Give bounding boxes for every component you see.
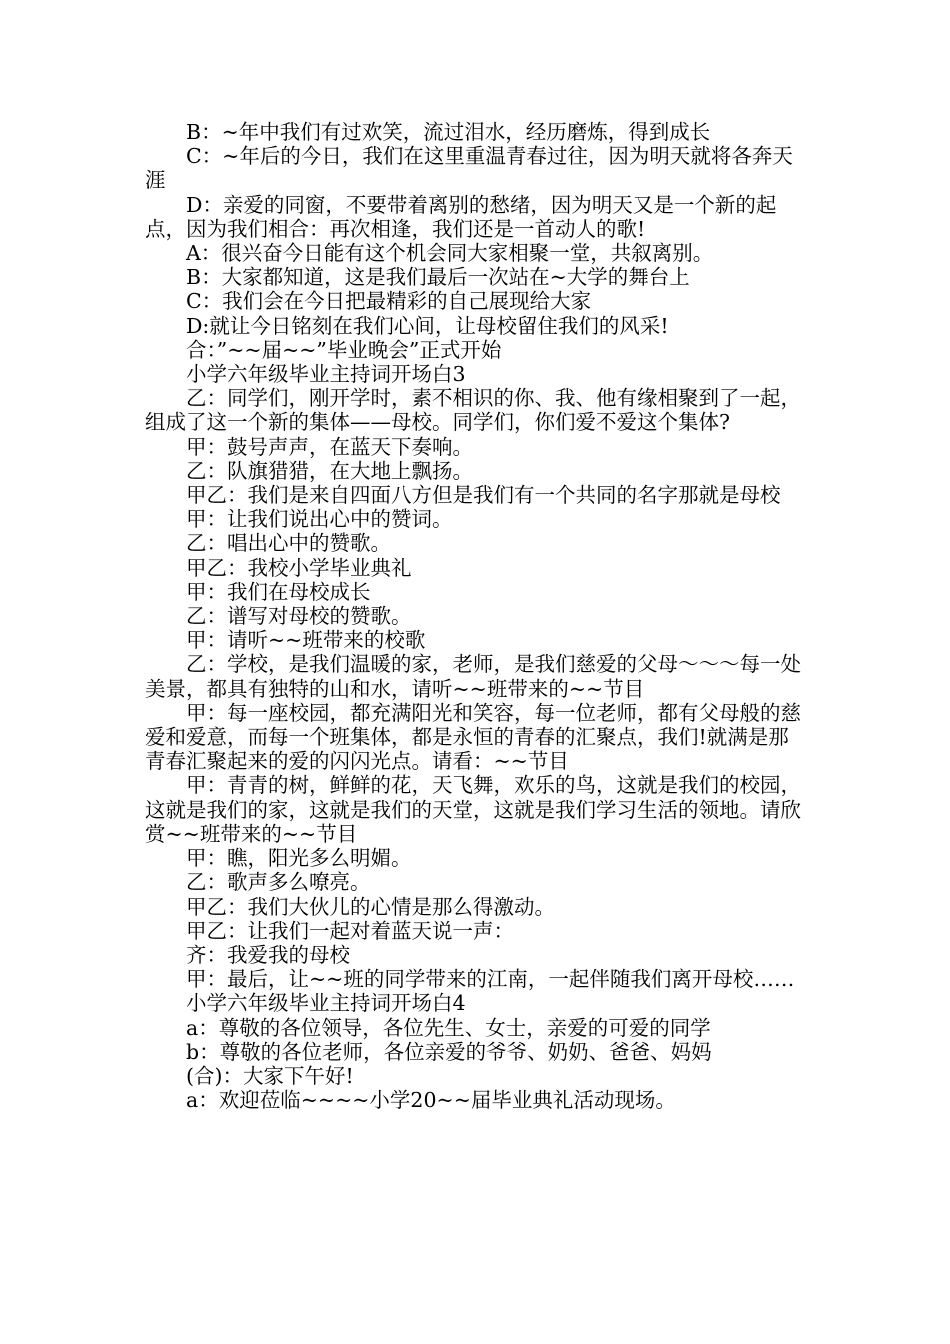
paragraph: 小学六年级毕业主持词开场白3	[186, 362, 466, 387]
paragraph: 乙：队旗猎猎，在大地上飘扬。	[186, 458, 473, 483]
paragraph: 乙：唱出心中的赞歌。	[186, 531, 391, 556]
paragraph: 甲乙：让我们一起对着蓝天说一声：	[186, 918, 514, 943]
paragraph: 乙：学校，是我们温暖的家，老师，是我们慈爱的父母～～～每一处美景，都具有独特的山和水，请听~~班带来的~~节目	[145, 652, 801, 701]
paragraph: 小学六年级毕业主持词开场白4	[186, 991, 466, 1016]
paragraph: a：欢迎莅临~~~~小学20~~届毕业典礼活动现场。	[186, 1088, 676, 1113]
paragraph: 齐：我爱我的母校	[186, 942, 350, 967]
paragraph: 甲：青青的树，鲜鲜的花，天飞舞，欢乐的鸟，这就是我们的校园，这就是我们的家，这就是我们的天堂，这就是我们学习生活的领地。请欣赏~~班带来的~~节目	[145, 773, 801, 846]
paragraph: D:就让今日铭刻在我们心间，让母校留住我们的风采!	[186, 313, 669, 338]
paragraph: 乙：歌声多么嘹亮。	[186, 870, 371, 895]
paragraph: B：大家都知道，这是我们最后一次站在~大学的舞台上	[186, 265, 690, 290]
paragraph: 甲乙：我们是来自四面八方但是我们有一个共同的名字那就是母校	[186, 483, 781, 508]
paragraph: 甲：每一座校园，都充满阳光和笑容，每一位老师，都有父母般的慈爱和爱意，而每一个班集体，都是永恒的青春的汇聚点，我们!就满是那青春汇聚起来的爱的闪闪光点。请看：~~节目	[145, 700, 801, 774]
paragraph: 甲：鼓号声声，在蓝天下奏响。	[186, 434, 473, 459]
paragraph: 甲：我们在母校成长	[186, 579, 371, 604]
paragraph: 甲：请听~~班带来的校歌	[186, 628, 426, 653]
paragraph: a：尊敬的各位领导，各位先生、女士，亲爱的可爱的同学	[186, 1015, 711, 1040]
paragraph: C：我们会在今日把最精彩的自己展现给大家	[186, 289, 592, 314]
paragraph: 甲乙：我校小学毕业典礼	[186, 555, 412, 580]
paragraph: 合：”~~届~~”毕业晚会”正式开始	[186, 337, 502, 362]
paragraph: A：很兴奋今日能有这个机会同大家相聚一堂，共叙离别。	[186, 241, 714, 266]
paragraph: D：亲爱的同窗，不要带着离别的愁绪，因为明天又是一个新的起点，因为我们相合：再次相逢，我们还是一首动人的歌!	[145, 192, 777, 241]
paragraph: 甲：最后，让~~班的同学带来的江南，一起伴随我们离开母校……	[186, 967, 795, 992]
paragraph: B：~年中我们有过欢笑，流过泪水，经历磨炼，得到成长	[186, 120, 711, 144]
paragraph: b：尊敬的各位老师，各位亲爱的爷爷、奶奶、爸爸、妈妈	[186, 1039, 712, 1064]
paragraph: (合)：大家下午好!	[186, 1063, 354, 1088]
paragraph: 乙：同学们，刚开学时，素不相识的你、我、他有缘相聚到了一起，组成了这一个新的集体——母校。同学们，你们爱不爱这个集体?	[145, 386, 801, 435]
paragraph: 甲乙：我们大伙儿的心情是那么得激动。	[186, 894, 555, 919]
document-body	[145, 120, 809, 1112]
paragraph: C：~年后的今日，我们在这里重温青春过往，因为明天就将各奔天涯	[145, 144, 793, 193]
paragraph: 乙：谱写对母校的赞歌。	[186, 604, 412, 629]
paragraph: 甲：瞧，阳光多么明媚。	[186, 846, 412, 871]
paragraph: 甲：让我们说出心中的赞词。	[186, 507, 453, 532]
